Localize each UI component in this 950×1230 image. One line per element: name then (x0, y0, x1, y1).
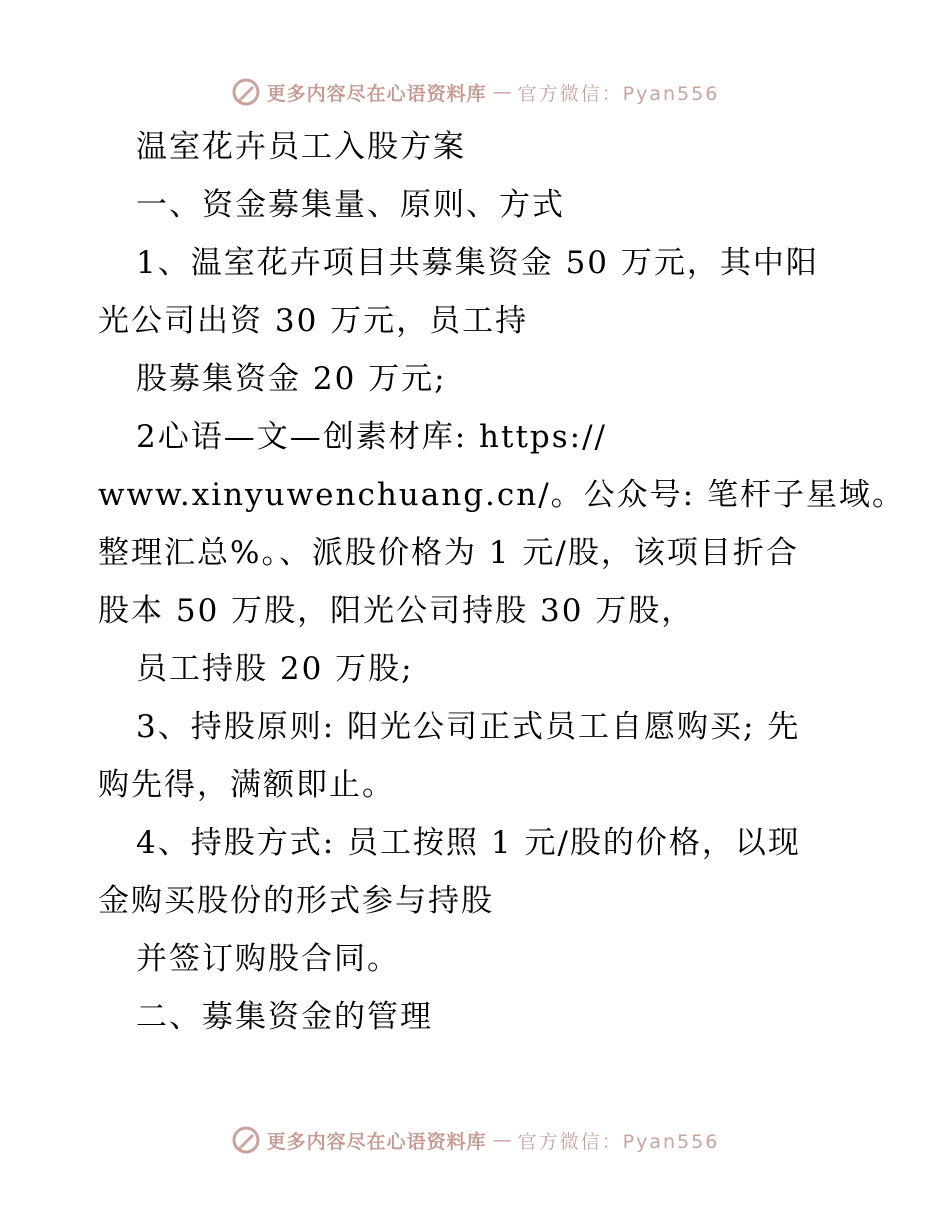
section-heading: 一、资金募集量、原则、方式 (136, 187, 565, 223)
pen-logo-icon (231, 77, 261, 107)
paragraph-line: 股本 50 万股，阳光公司持股 30 万股， (98, 593, 695, 629)
paragraph-line: 股募集资金 20 万元; (136, 361, 447, 397)
document-title: 温室花卉员工入股方案 (136, 129, 466, 165)
paragraph-line: www.xinyuwenchuang.cn/。公众号: 笔杆子星域。 (98, 477, 905, 513)
watermark-wechat: 官方微信：Pyan556 (517, 82, 720, 105)
footer-watermark (0, 1120, 950, 1160)
paragraph-line: 1、温室花卉项目共募集资金 50 万元，其中阳 (136, 245, 819, 281)
paragraph-line: 整理汇总%。、派股价格为 1 元/股，该项目折合 (98, 535, 799, 571)
paragraph-line: 3、持股原则: 阳光公司正式员工自愿购买; 先 (136, 709, 801, 745)
paragraph-line: 并签订购股合同。 (136, 941, 400, 977)
section-heading: 二、募集资金的管理 (136, 999, 433, 1035)
watermark-dash: — (492, 1129, 512, 1151)
watermark-text: 更多内容尽在心语资料库 (266, 82, 487, 105)
paragraph-line: 2心语—文—创素材库: https:// (136, 419, 607, 455)
paragraph-line: 购先得，满额即止。 (98, 767, 395, 803)
paragraph-line: 员工持股 20 万股; (136, 651, 414, 687)
paragraph-line: 4、持股方式: 员工按照 1 元/股的价格，以现 (136, 825, 801, 861)
header-watermark (0, 72, 950, 112)
watermark-wechat: 官方微信：Pyan556 (517, 1130, 720, 1153)
paragraph-line: 光公司出资 30 万元，员工持 (98, 303, 529, 339)
document-body (98, 118, 905, 1046)
pen-logo-icon (231, 1125, 261, 1155)
paragraph-line: 金购买股份的形式参与持股 (98, 883, 494, 919)
watermark-text: 更多内容尽在心语资料库 (266, 1130, 487, 1153)
watermark-dash: — (492, 81, 512, 103)
